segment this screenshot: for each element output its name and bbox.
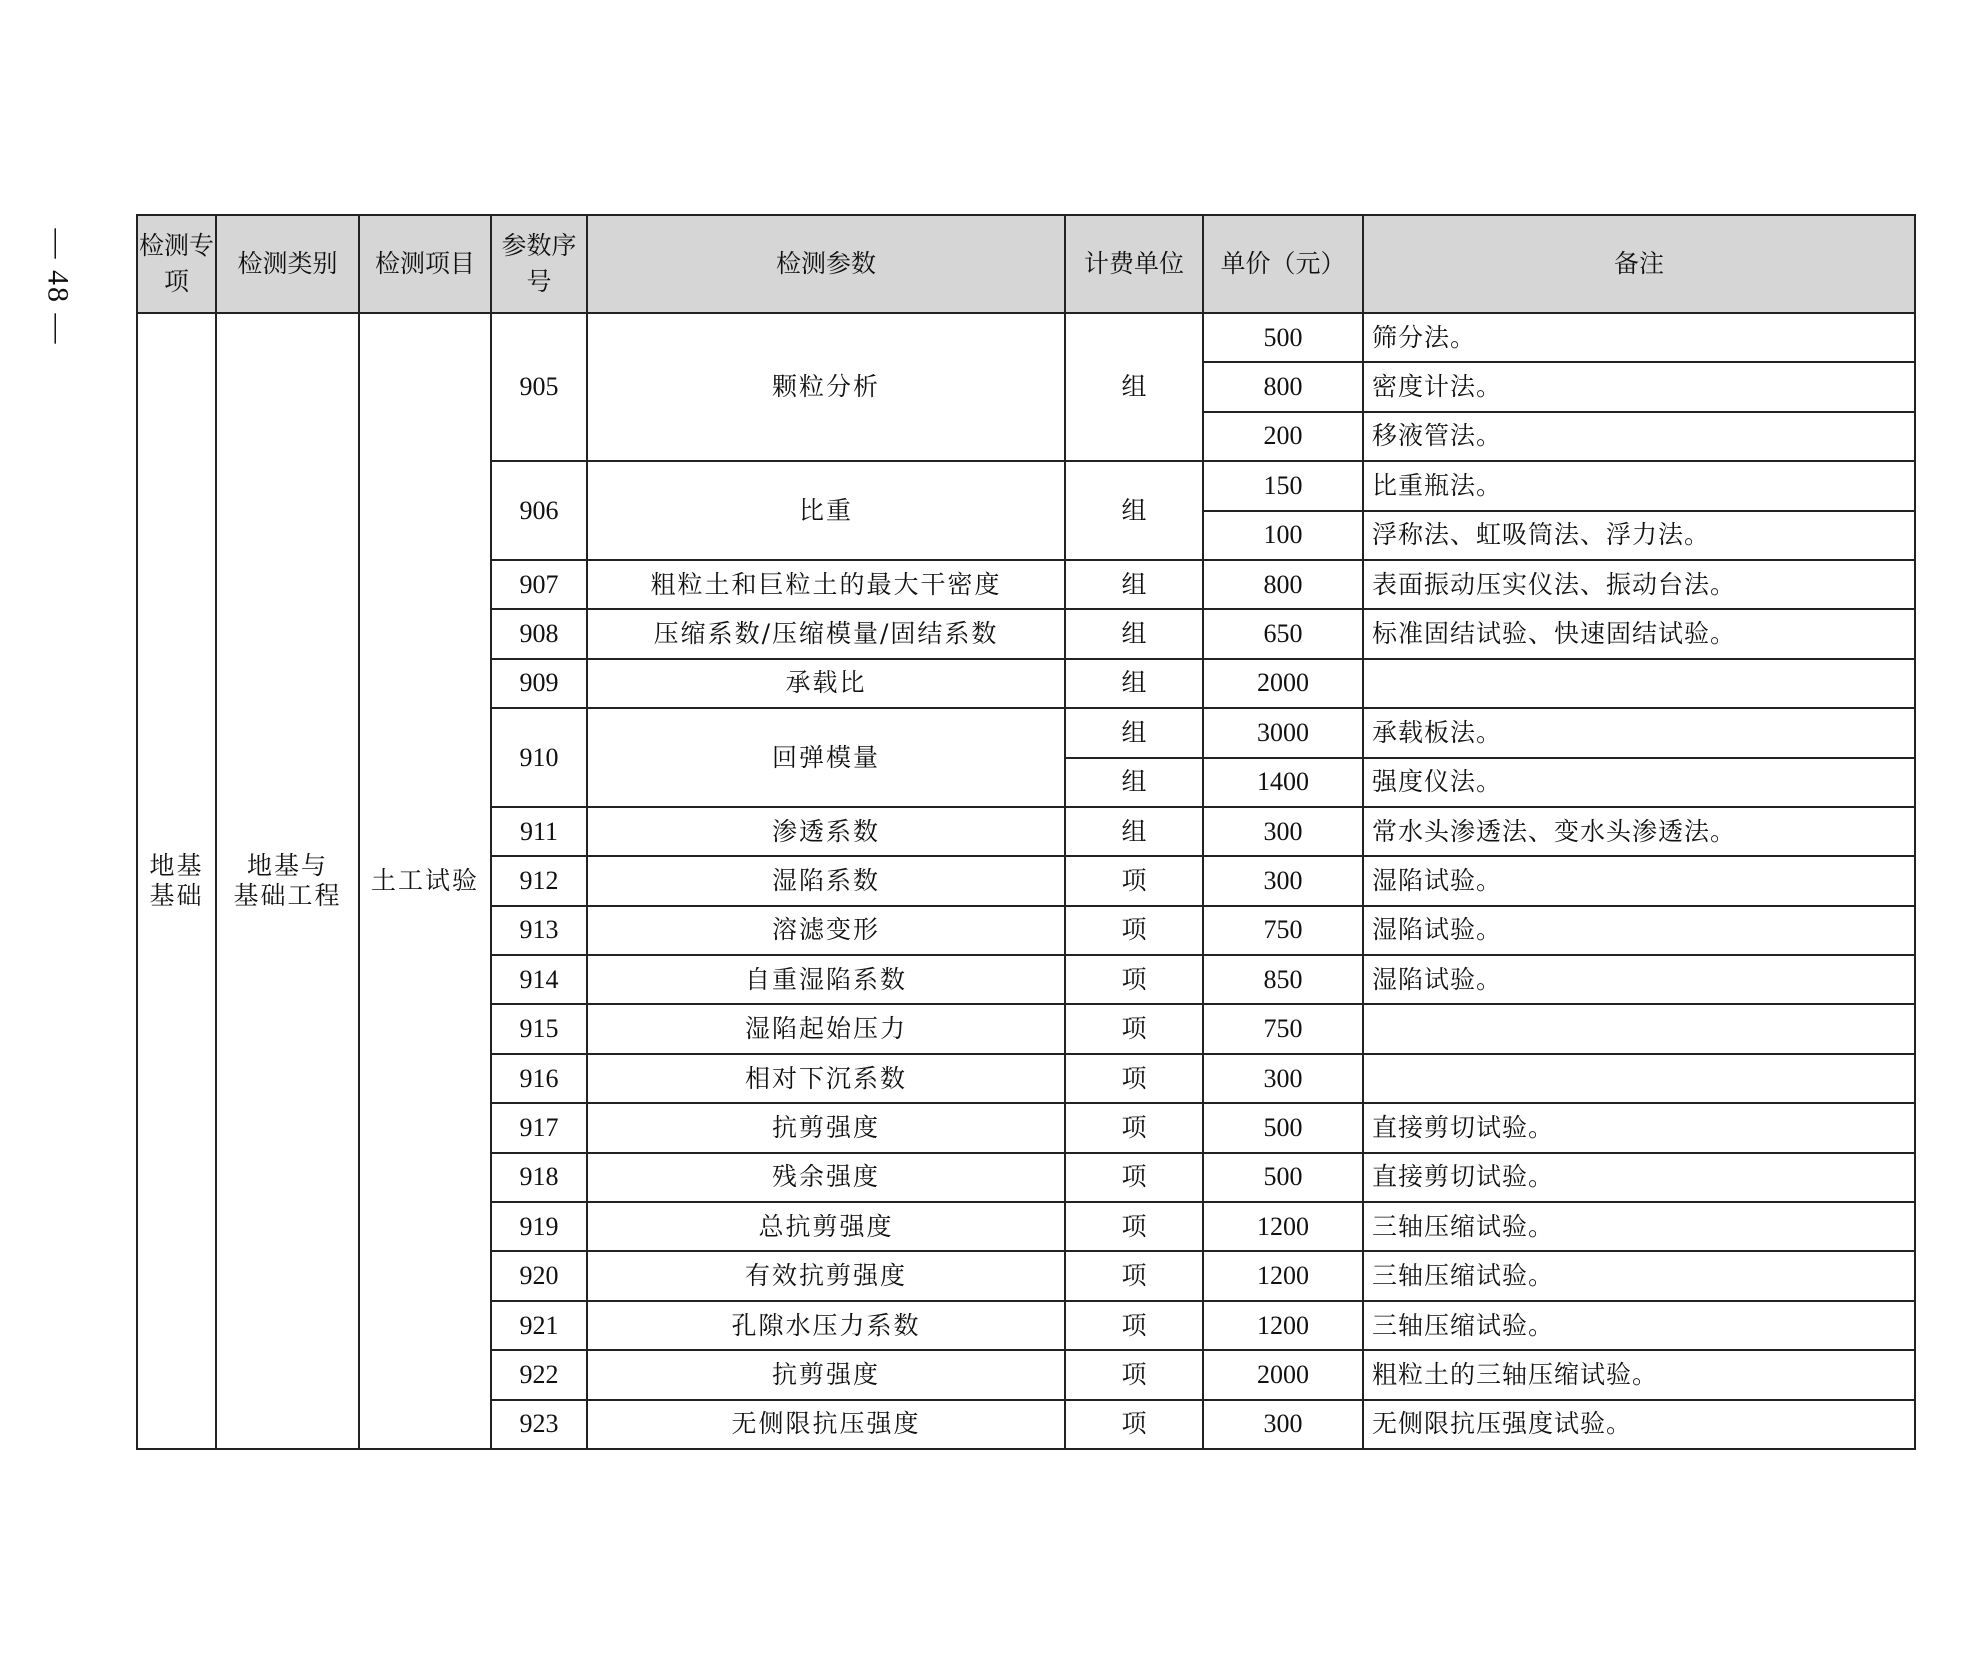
remark-cell xyxy=(1363,1054,1915,1103)
seq-cell: 910 xyxy=(491,708,587,807)
seq-cell: 919 xyxy=(491,1202,587,1251)
price-cell: 150 xyxy=(1203,461,1363,510)
param-cell: 孔隙水压力系数 xyxy=(587,1301,1065,1350)
unit-cell: 项 xyxy=(1065,1301,1203,1350)
remark-cell: 三轴压缩试验。 xyxy=(1363,1301,1915,1350)
price-cell: 1200 xyxy=(1203,1202,1363,1251)
price-cell: 500 xyxy=(1203,1153,1363,1202)
remark-cell: 筛分法。 xyxy=(1363,313,1915,362)
remark-cell: 粗粒土的三轴压缩试验。 xyxy=(1363,1350,1915,1399)
unit-cell: 组 xyxy=(1065,659,1203,708)
param-cell: 压缩系数/压缩模量/固结系数 xyxy=(587,609,1065,658)
price-cell: 100 xyxy=(1203,511,1363,560)
price-cell: 1200 xyxy=(1203,1251,1363,1300)
unit-cell: 项 xyxy=(1065,955,1203,1004)
seq-cell: 915 xyxy=(491,1004,587,1053)
unit-cell: 组 xyxy=(1065,708,1203,757)
remark-cell: 表面振动压实仪法、振动台法。 xyxy=(1363,560,1915,609)
seq-cell: 914 xyxy=(491,955,587,1004)
unit-cell: 项 xyxy=(1065,1350,1203,1399)
price-cell: 650 xyxy=(1203,609,1363,658)
price-cell: 2000 xyxy=(1203,1350,1363,1399)
seq-cell: 918 xyxy=(491,1153,587,1202)
remark-cell: 移液管法。 xyxy=(1363,412,1915,461)
header-price: 单价（元） xyxy=(1203,215,1363,313)
unit-cell: 组 xyxy=(1065,609,1203,658)
seq-cell: 907 xyxy=(491,560,587,609)
unit-cell: 组 xyxy=(1065,560,1203,609)
param-cell: 回弹模量 xyxy=(587,708,1065,807)
price-cell: 2000 xyxy=(1203,659,1363,708)
remark-cell: 湿陷试验。 xyxy=(1363,955,1915,1004)
header-seq: 参数序号 xyxy=(491,215,587,313)
seq-cell: 912 xyxy=(491,856,587,905)
seq-cell: 909 xyxy=(491,659,587,708)
seq-cell: 905 xyxy=(491,313,587,461)
category-cell: 地基与 基础工程 xyxy=(216,313,359,1449)
page-number xyxy=(32,222,82,352)
seq-cell: 922 xyxy=(491,1350,587,1399)
fee-table xyxy=(136,214,1916,1450)
price-cell: 200 xyxy=(1203,412,1363,461)
seq-cell: 921 xyxy=(491,1301,587,1350)
unit-cell: 项 xyxy=(1065,856,1203,905)
param-cell: 颗粒分析 xyxy=(587,313,1065,461)
remark-cell xyxy=(1363,1004,1915,1053)
price-cell: 800 xyxy=(1203,362,1363,411)
price-cell: 750 xyxy=(1203,906,1363,955)
price-cell: 1400 xyxy=(1203,758,1363,807)
unit-cell: 组 xyxy=(1065,807,1203,856)
unit-cell: 组 xyxy=(1065,313,1203,461)
param-cell: 承载比 xyxy=(587,659,1065,708)
remark-cell: 常水头渗透法、变水头渗透法。 xyxy=(1363,807,1915,856)
param-cell: 粗粒土和巨粒土的最大干密度 xyxy=(587,560,1065,609)
header-special: 检测专项 xyxy=(137,215,216,313)
page-number-text: — 48 — xyxy=(41,228,74,346)
unit-cell: 组 xyxy=(1065,461,1203,560)
special-cell: 地基 基础 xyxy=(137,313,216,1449)
header-param: 检测参数 xyxy=(587,215,1065,313)
remark-cell: 密度计法。 xyxy=(1363,362,1915,411)
price-cell: 3000 xyxy=(1203,708,1363,757)
param-cell: 总抗剪强度 xyxy=(587,1202,1065,1251)
unit-cell: 项 xyxy=(1065,1251,1203,1300)
price-cell: 850 xyxy=(1203,955,1363,1004)
param-cell: 比重 xyxy=(587,461,1065,560)
price-cell: 300 xyxy=(1203,856,1363,905)
seq-cell: 906 xyxy=(491,461,587,560)
param-cell: 残余强度 xyxy=(587,1153,1065,1202)
price-cell: 800 xyxy=(1203,560,1363,609)
param-cell: 渗透系数 xyxy=(587,807,1065,856)
remark-cell xyxy=(1363,659,1915,708)
param-cell: 有效抗剪强度 xyxy=(587,1251,1065,1300)
seq-cell: 911 xyxy=(491,807,587,856)
unit-cell: 项 xyxy=(1065,1054,1203,1103)
unit-cell: 项 xyxy=(1065,906,1203,955)
seq-cell: 923 xyxy=(491,1400,587,1449)
price-cell: 300 xyxy=(1203,807,1363,856)
remark-cell: 强度仪法。 xyxy=(1363,758,1915,807)
header-category: 检测类别 xyxy=(216,215,359,313)
remark-cell: 比重瓶法。 xyxy=(1363,461,1915,510)
item-cell: 土工试验 xyxy=(359,313,491,1449)
remark-cell: 承载板法。 xyxy=(1363,708,1915,757)
price-cell: 500 xyxy=(1203,313,1363,362)
remark-cell: 标准固结试验、快速固结试验。 xyxy=(1363,609,1915,658)
price-cell: 750 xyxy=(1203,1004,1363,1053)
price-cell: 300 xyxy=(1203,1400,1363,1449)
price-cell: 500 xyxy=(1203,1103,1363,1152)
price-cell: 1200 xyxy=(1203,1301,1363,1350)
remark-cell: 三轴压缩试验。 xyxy=(1363,1202,1915,1251)
remark-cell: 直接剪切试验。 xyxy=(1363,1153,1915,1202)
header-unit: 计费单位 xyxy=(1065,215,1203,313)
price-cell: 300 xyxy=(1203,1054,1363,1103)
unit-cell: 项 xyxy=(1065,1400,1203,1449)
header-item: 检测项目 xyxy=(359,215,491,313)
unit-cell: 组 xyxy=(1065,758,1203,807)
seq-cell: 916 xyxy=(491,1054,587,1103)
param-cell: 溶滤变形 xyxy=(587,906,1065,955)
remark-cell: 直接剪切试验。 xyxy=(1363,1103,1915,1152)
seq-cell: 917 xyxy=(491,1103,587,1152)
remark-cell: 浮称法、虹吸筒法、浮力法。 xyxy=(1363,511,1915,560)
param-cell: 相对下沉系数 xyxy=(587,1054,1065,1103)
seq-cell: 913 xyxy=(491,906,587,955)
header-remark: 备注 xyxy=(1363,215,1915,313)
unit-cell: 项 xyxy=(1065,1153,1203,1202)
param-cell: 自重湿陷系数 xyxy=(587,955,1065,1004)
seq-cell: 920 xyxy=(491,1251,587,1300)
unit-cell: 项 xyxy=(1065,1202,1203,1251)
param-cell: 抗剪强度 xyxy=(587,1350,1065,1399)
param-cell: 湿陷起始压力 xyxy=(587,1004,1065,1053)
remark-cell: 无侧限抗压强度试验。 xyxy=(1363,1400,1915,1449)
unit-cell: 项 xyxy=(1065,1103,1203,1152)
param-cell: 湿陷系数 xyxy=(587,856,1065,905)
table-row xyxy=(137,313,1915,362)
header-row xyxy=(137,215,1915,313)
param-cell: 抗剪强度 xyxy=(587,1103,1065,1152)
remark-cell: 湿陷试验。 xyxy=(1363,856,1915,905)
remark-cell: 三轴压缩试验。 xyxy=(1363,1251,1915,1300)
remark-cell: 湿陷试验。 xyxy=(1363,906,1915,955)
seq-cell: 908 xyxy=(491,609,587,658)
unit-cell: 项 xyxy=(1065,1004,1203,1053)
param-cell: 无侧限抗压强度 xyxy=(587,1400,1065,1449)
